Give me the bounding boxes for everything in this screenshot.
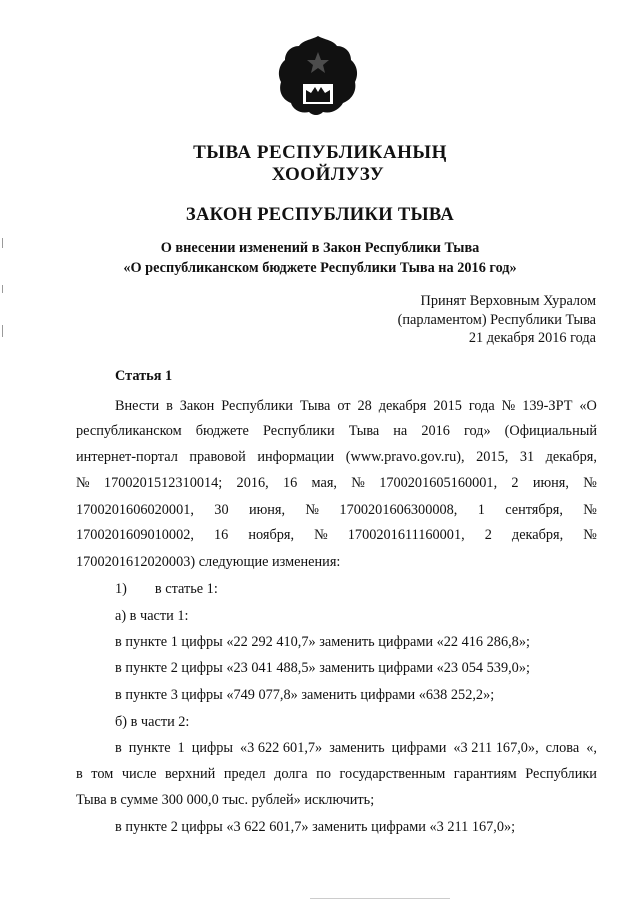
word: декабря,: [511, 527, 564, 543]
body-line: Тыва в сумме 300 000,0 тыс. рублей» исключить;: [76, 792, 375, 808]
word: гарантиям: [453, 766, 517, 782]
word: «,: [586, 740, 597, 756]
body-line: [76, 502, 597, 519]
law-subtitle-line1: О внесении изменений в Закон Республики Тыва: [160, 240, 480, 256]
word: июня,: [248, 502, 286, 518]
word: 28: [357, 398, 372, 414]
word: информации: [257, 449, 335, 465]
body-line: [76, 766, 597, 783]
word: 31: [519, 449, 535, 465]
word: верхний: [165, 766, 216, 782]
word: 16: [214, 527, 229, 543]
word: в: [166, 398, 173, 414]
word: сентября,: [505, 502, 563, 518]
word: июня,: [532, 475, 569, 491]
word: 1700201605160001,: [379, 475, 498, 491]
word: декабря: [378, 398, 427, 414]
word: Республики: [525, 766, 597, 782]
word: правовой: [189, 449, 246, 465]
word: числе: [121, 766, 157, 782]
word: 1700201611160001,: [347, 527, 465, 543]
word: год»: [463, 423, 491, 439]
word: 30: [214, 502, 229, 518]
part-a-heading: а) в части 1:: [115, 608, 189, 624]
word: Закон: [179, 398, 215, 414]
body-line: [76, 449, 597, 466]
word: государственным: [339, 766, 446, 782]
tyva-title-line2: ХООЙЛУЗУ: [271, 164, 385, 185]
word: бюджете: [195, 423, 249, 439]
word: 1700201606300008,: [339, 502, 458, 518]
word: 16: [282, 475, 298, 491]
scan-artifact: [2, 285, 3, 293]
word: 2: [484, 527, 492, 543]
word: №: [583, 527, 597, 543]
word: №: [351, 475, 365, 491]
word: 1700201609010002,: [76, 527, 194, 543]
word: (Официальный: [504, 423, 597, 439]
word: том: [91, 766, 114, 782]
scan-artifact: [310, 898, 450, 899]
word: 139-ЗРТ: [522, 398, 573, 414]
word: в: [76, 766, 83, 782]
adopted-date: 21 декабря 2016 года: [468, 330, 596, 346]
list-item-1: [115, 581, 218, 598]
word: 1700201512310014;: [103, 475, 223, 491]
word: 1: [177, 740, 185, 756]
word: предел: [223, 766, 266, 782]
scan-artifact: [2, 238, 3, 248]
part-a-point1: в пункте 1 цифры «22 292 410,7» заменить цифрами «22 416 286,8»;: [115, 634, 530, 650]
adopted-line2: (парламентом) Республики Тыва: [397, 312, 596, 328]
word: долга: [274, 766, 308, 782]
scan-artifact: [2, 325, 3, 337]
word: мая,: [311, 475, 337, 491]
word: 2015,: [476, 449, 509, 465]
body-line: [76, 475, 597, 492]
word: №: [314, 527, 328, 543]
word: по: [316, 766, 331, 782]
article-heading: Статья 1: [115, 368, 173, 384]
word: 1: [477, 502, 485, 518]
body-line: [76, 423, 597, 440]
body-line: [76, 527, 597, 544]
part-a-point2: в пункте 2 цифры «23 041 488,5» заменить цифрами «23 054 539,0»;: [115, 660, 530, 676]
word: на: [393, 423, 408, 439]
word: Республики: [221, 398, 293, 414]
list-item-number: 1): [115, 581, 127, 597]
law-title: ЗАКОН РЕСПУБЛИКИ ТЫВА: [185, 205, 455, 225]
word: от: [337, 398, 351, 414]
word: «3 211 167,0»,: [453, 740, 539, 756]
word: №: [305, 502, 320, 518]
word: Внести: [115, 398, 160, 414]
word: «3 622 601,7»: [240, 740, 323, 756]
word: №: [76, 475, 90, 491]
part-b-heading: б) в части 2:: [115, 714, 190, 730]
list-item-text: в статье 1:: [154, 581, 218, 597]
word: 1700201606020001,: [76, 502, 194, 518]
adopted-line1: Принят Верховным Хуралом: [420, 293, 596, 309]
word: (www.pravo.gov.ru),: [345, 449, 465, 465]
word: Тыва: [299, 398, 331, 414]
word: пункте: [128, 740, 171, 756]
word: интернет-портал: [76, 449, 178, 465]
word: «О: [579, 398, 597, 414]
law-subtitle-line2: «О республиканском бюджете Республики Тыва на 2016 год»: [123, 260, 517, 276]
word: 2016,: [236, 475, 269, 491]
word: цифрами: [391, 740, 447, 756]
word: 2016: [421, 423, 450, 439]
body-line: [115, 398, 597, 415]
part-b-point2: в пункте 2 цифры «3 622 601,7» заменить цифрами «3 211 167,0»;: [115, 819, 516, 835]
word: декабря,: [545, 449, 597, 465]
word: №: [583, 475, 597, 491]
tyva-title-line1: ТЫВА РЕСПУБЛИКАНЫҢ: [193, 142, 447, 163]
word: №: [501, 398, 516, 414]
word: года: [468, 398, 495, 414]
word: заменить: [329, 740, 385, 756]
word: Республики: [262, 423, 335, 439]
tuva-emblem-icon: [273, 30, 363, 120]
body-line: 1700201612020003) следующие изменения:: [76, 554, 341, 570]
word: республиканском: [76, 423, 182, 439]
word: 2: [511, 475, 519, 491]
word: 2015: [433, 398, 462, 414]
body-line: [115, 740, 597, 757]
word: слова: [545, 740, 580, 756]
word: цифры: [191, 740, 234, 756]
part-a-point3: в пункте 3 цифры «749 077,8» заменить цифрами «638 252,2»;: [115, 687, 495, 703]
word: Тыва: [348, 423, 380, 439]
word: №: [583, 502, 597, 518]
word: в: [115, 740, 122, 756]
word: ноября,: [248, 527, 295, 543]
